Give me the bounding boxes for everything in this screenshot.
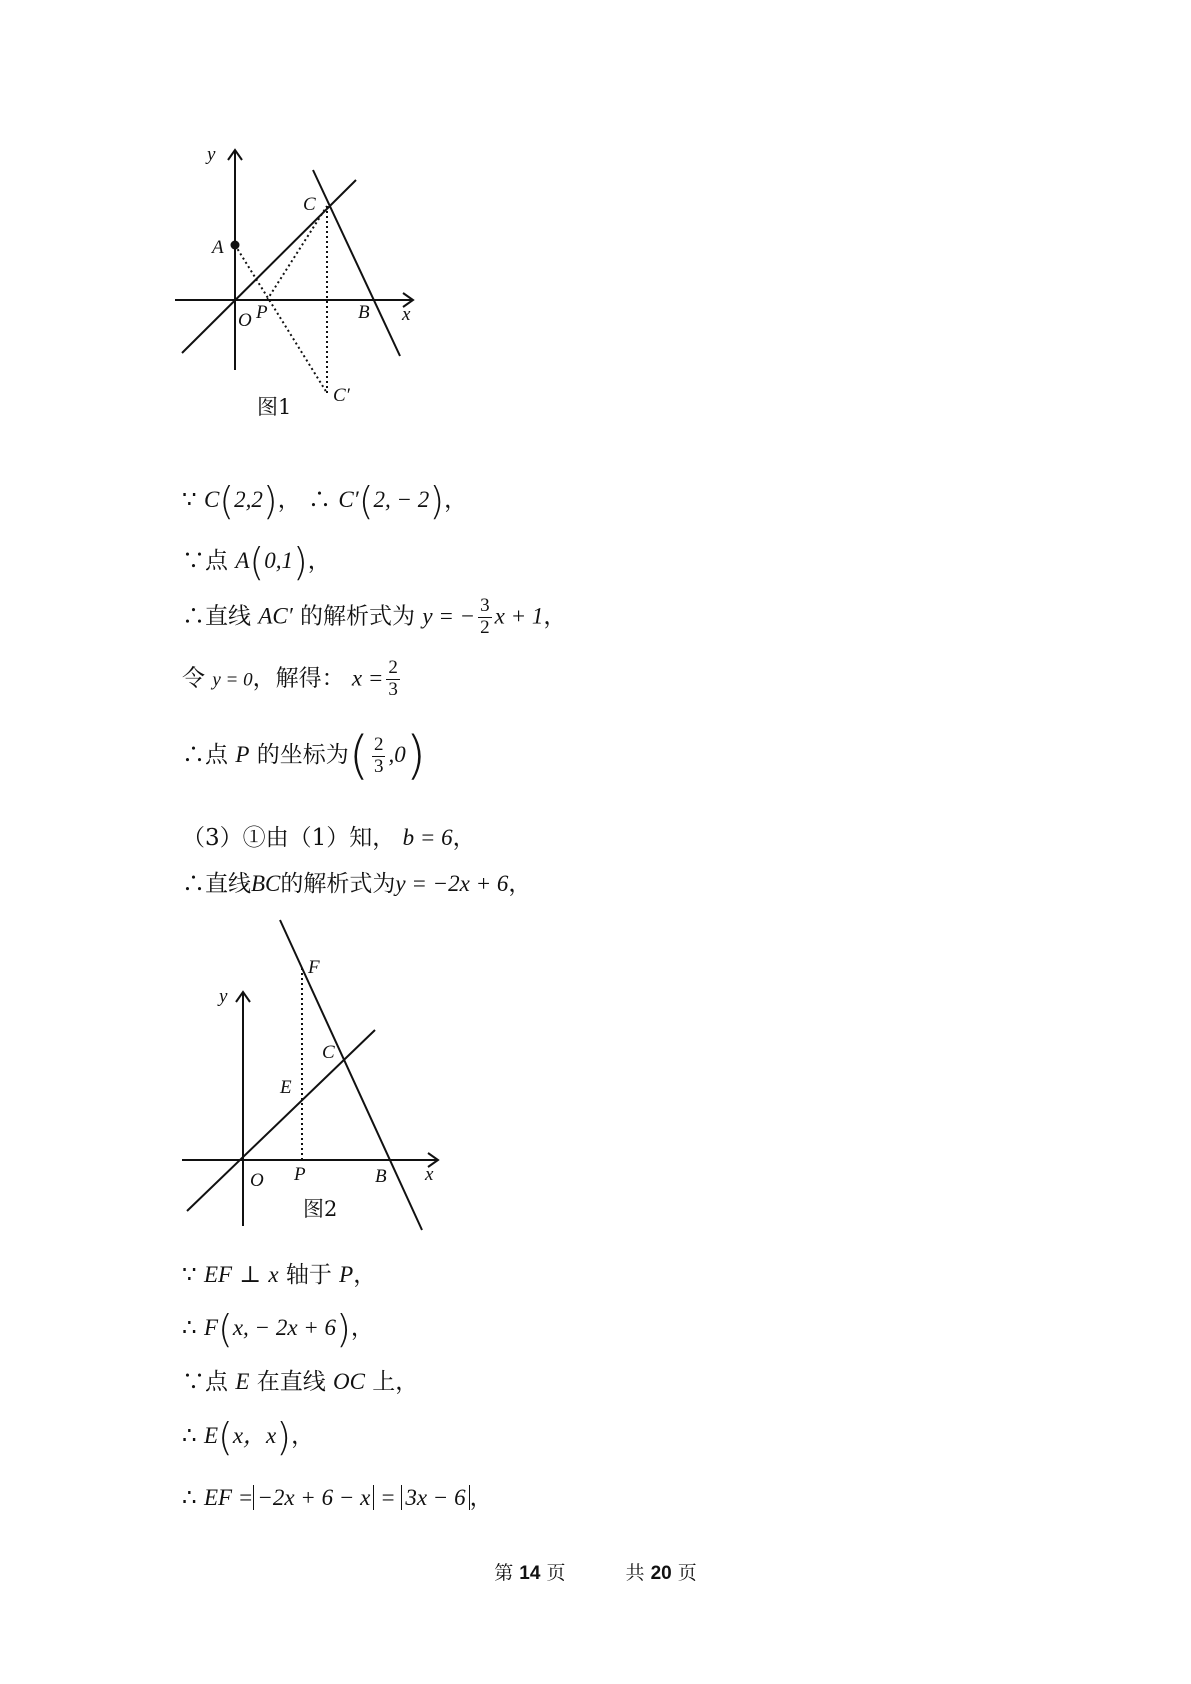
point-a <box>231 241 240 250</box>
figure-1 <box>170 148 440 458</box>
line-7: ∴直线BC的解析式为y = −2x + 6， <box>182 871 532 897</box>
label-o: O <box>238 310 252 331</box>
dotted-p-c <box>267 206 327 300</box>
line-11: ∴ E(x，x)， <box>182 1415 315 1459</box>
label-f: F <box>308 957 320 978</box>
line-1: ∵ C(2,2)， ∴ C′(2, − 2)， <box>182 479 468 523</box>
line-12: ∴ EF = −2x + 6 − x = 3x − 6 ， <box>182 1485 493 1511</box>
line-oc <box>187 1030 375 1211</box>
label-p: P <box>256 302 268 323</box>
figure-1-caption: 图1 <box>257 395 292 419</box>
label-p: P <box>294 1164 306 1185</box>
current-page: 14 <box>519 1563 541 1584</box>
label-c-prime: C′ <box>333 385 350 406</box>
fraction-3-2: $\frac{3}{2}$ <box>480 595 490 638</box>
label-c: C <box>322 1042 335 1063</box>
line-8: ∵ EF ⊥ x 轴于 P， <box>182 1262 377 1288</box>
label-y: y <box>207 148 216 165</box>
figure-2-caption: 图2 <box>303 1197 338 1221</box>
label-x: x <box>402 304 411 325</box>
line-6: （3）①由（1）知， b = 6， <box>182 825 476 851</box>
line-5: ∴点 P 的坐标为( $\frac{2}{3}$ ,0) <box>182 726 427 786</box>
fraction-2-3: $\frac{2}{3}$ <box>388 657 398 700</box>
label-b: B <box>358 302 370 323</box>
line-3: ∴直线 AC′ 的解析式为 y = − $\frac{3}{2}$ x + 1， <box>182 595 567 638</box>
label-y: y <box>219 986 228 1007</box>
line-2: ∵点 A(0,1)， <box>182 540 331 584</box>
label-c: C <box>303 194 316 215</box>
page-footer: 第 14 页 共 20 页 <box>494 1562 697 1584</box>
label-e: E <box>280 1077 292 1098</box>
label-b: B <box>375 1166 387 1187</box>
label-x: x <box>425 1164 434 1185</box>
figure-2 <box>170 918 440 1233</box>
line-4: 令 y = 0，解得： x = $\frac{2}{3}$ <box>182 657 398 700</box>
line-9: ∴ F(x, − 2x + 6)， <box>182 1307 374 1351</box>
label-a: A <box>212 237 224 258</box>
label-o: O <box>250 1170 264 1191</box>
total-pages: 20 <box>650 1563 672 1584</box>
line-10: ∵点 E 在直线 OC 上， <box>182 1369 419 1395</box>
